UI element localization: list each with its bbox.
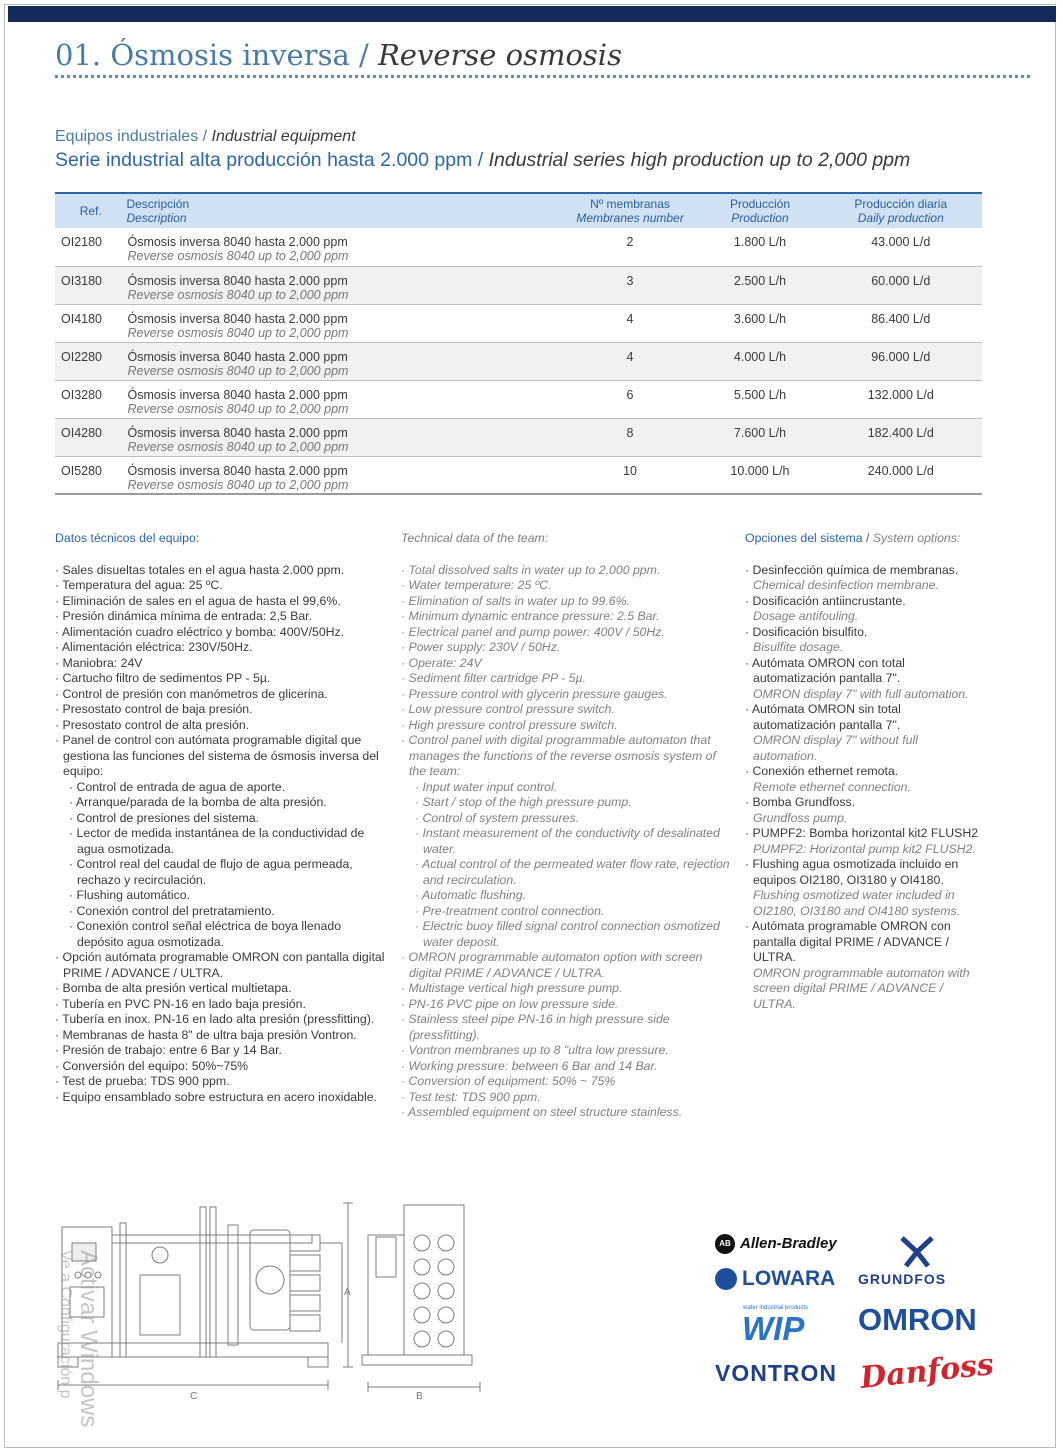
list-item: · Multistage vertical high pressure pump.	[401, 981, 623, 995]
cell-daily-production: 132.000 L/d	[820, 380, 982, 418]
cell-production: 1.800 L/h	[700, 228, 819, 266]
series-heading: Serie industrial alta producción hasta 2.000 ppm / Industrial series high production up to 2,000 ppm	[55, 149, 911, 171]
cell-membranes: 3	[560, 266, 701, 304]
list-item: · Eliminación de sales en el agua de hasta el 99,6%.	[55, 593, 341, 608]
list-item: · Input water input control.	[415, 779, 558, 794]
cell-production: 10.000 L/h	[700, 456, 819, 494]
list-item: · Maniobra: 24V	[55, 655, 143, 670]
list-item: · Stainless steel pipe PN-16 in high pressure side (pressfitting).	[401, 1012, 670, 1042]
cell-description: Ósmosis inversa 8040 hasta 2.000 ppm Reverse osmosis 8040 up to 2,000 ppm	[126, 380, 559, 418]
cell-ref: OI2180	[55, 228, 126, 266]
option-item-translation: Remote ethernet connection.	[753, 779, 911, 794]
system-options	[745, 531, 985, 1012]
cell-membranes: 4	[560, 304, 701, 342]
option-item-translation: Bisulfite dosage.	[753, 640, 844, 654]
header-ref: Ref.	[55, 193, 126, 228]
table-row	[55, 266, 982, 304]
header-daily-production: Producción diaria Daily production	[820, 193, 982, 228]
list-item: · Flushing automático.	[69, 888, 190, 902]
option-item: · Dosificación antiincrustante.	[745, 593, 906, 608]
list-item: · Panel de control con autómata programable digital que gestiona las funciones del sistema de ósmosis inversa del equipo:	[55, 733, 379, 778]
cell-daily-production: 43.000 L/d	[820, 228, 982, 266]
cell-ref: OI3280	[55, 380, 126, 418]
table-header-row	[55, 193, 982, 228]
list-item: · Control real del caudal de flujo de agua permeada, rechazo y recirculación.	[69, 857, 353, 887]
list-item: · Conversión del equipo: 50%~75%	[55, 1058, 249, 1073]
list-item: · Total dissolved salts in water up to 2,000 ppm.	[401, 562, 661, 577]
option-item-translation: OMRON display 7" without full automation.	[753, 733, 918, 763]
grundfos-logo: GRUNDFOS	[858, 1271, 947, 1287]
list-item: · Power supply: 230V / 50Hz.	[401, 640, 561, 654]
omron-logo: OMRON	[858, 1302, 977, 1337]
option-item-translation: Dosage antifouling.	[753, 609, 859, 623]
option-item: · Desinfección química de membranas.	[745, 562, 959, 577]
list-item: · Conexión control señal eléctrica de boya llenado depósito agua osmotizada.	[69, 919, 342, 949]
option-item: · Conexión ethernet remota.	[745, 764, 899, 778]
category-heading: Equipos industriales / Industrial equipment	[55, 128, 356, 145]
list-item: · Presostato control de baja presión.	[55, 702, 253, 716]
product-table	[55, 192, 982, 495]
list-item: · Test de prueba: TDS 900 ppm.	[55, 1074, 230, 1088]
list-item: · Alimentación cuadro eléctrico y bomba: 400V/50Hz.	[55, 624, 345, 639]
list-item: · Control of system pressures.	[415, 810, 580, 825]
option-item-translation: Grundfoss pump.	[753, 810, 848, 825]
list-item: · Minimum dynamic entrance pressure: 2.5 Bar.	[401, 609, 660, 623]
option-item-translation: Flushing osmotized water included in OI2180, OI3180 and OI4180 systems.	[753, 888, 961, 918]
list-item: · Instant measurement of the conductivity of desalinated water.	[415, 826, 720, 856]
top-bar	[8, 6, 1056, 22]
list-item: · Electric buoy filled signal control connection osmotized water deposit.	[415, 919, 720, 949]
table-row	[55, 380, 982, 418]
list-item: · Sales disueltas totales en el agua hasta 2.000 ppm.	[55, 562, 345, 577]
allen-bradley-logo: AB Allen-Bradley	[715, 1234, 837, 1254]
list-item: · OMRON programmable automaton option with screen digital PRIME / ADVANCE / ULTRA.	[401, 950, 703, 980]
option-item: · Bomba Grundfoss.	[745, 795, 856, 809]
option-item: · PUMPF2: Bomba horizontal kit2 FLUSH2	[745, 826, 979, 840]
system-options-title: Opciones del sistema / System options:	[745, 531, 961, 545]
grundfos-mark-icon	[898, 1236, 936, 1268]
list-item: · Water temperature: 25 ºC.	[401, 578, 552, 592]
list-item: · Pressure control with glycerin pressure gauges.	[401, 686, 668, 701]
cell-ref: OI5280	[55, 456, 126, 494]
list-item: · Sediment filter cartridge PP - 5µ.	[401, 671, 586, 685]
list-item: · Control de presión con manómetros de glicerina.	[55, 686, 328, 701]
title-dotted-rule	[55, 75, 1030, 78]
list-item: · Presión de trabajo: entre 6 Bar y 14 Bar.	[55, 1043, 282, 1057]
list-item: · Conexión control del pretratamiento.	[69, 903, 275, 918]
option-item: · Flushing agua osmotizada incluido en equipos OI2180, OI3180 y OI4180.	[745, 857, 959, 887]
cell-membranes: 4	[560, 342, 701, 380]
header-description: Descripción Description	[126, 193, 559, 228]
cell-membranes: 8	[560, 418, 701, 456]
tech-data-en	[401, 531, 731, 1121]
list-item: · Lector de medida instantánea de la conductividad de agua osmotizada.	[69, 826, 365, 856]
list-item: · Working pressure: between 6 Bar and 14 Bar.	[401, 1058, 658, 1073]
danfoss-logo: Danfoss	[858, 1347, 996, 1396]
list-item: · Elimination of salts in water up to 99.6%.	[401, 593, 630, 608]
table-row	[55, 228, 982, 266]
cell-daily-production: 60.000 L/d	[820, 266, 982, 304]
cell-membranes: 10	[560, 456, 701, 494]
list-item: · Temperatura del agua: 25 ºC.	[55, 578, 223, 592]
list-item: · Test test: TDS 900 ppm.	[401, 1089, 541, 1104]
list-item: · Arranque/parada de la bomba de alta presión.	[69, 795, 327, 809]
cell-ref: OI4180	[55, 304, 126, 342]
table-row	[55, 342, 982, 380]
list-item: · High pressure control pressure switch.	[401, 717, 618, 732]
list-item: · Tubería en inox. PN-16 en lado alta presión (pressfitting).	[55, 1012, 375, 1026]
header-production: Producción Production	[700, 193, 819, 228]
dimension-b-label: B	[416, 1391, 423, 1402]
list-item: · Actual control of the permeated water flow rate, rejection and recirculation.	[415, 857, 730, 887]
list-item: · Electrical panel and pump power: 400V / 50Hz.	[401, 624, 665, 639]
list-item: · Automatic flushing.	[415, 888, 526, 902]
wip-tagline: water industrial products	[743, 1305, 809, 1311]
cell-production: 4.000 L/h	[700, 342, 819, 380]
cell-ref: OI4280	[55, 418, 126, 456]
header-membranes: Nº membranas Membranes number	[560, 193, 701, 228]
table-row	[55, 456, 982, 494]
os-activation-watermark: Activar Windows Ve a Configuración p	[57, 1250, 102, 1428]
option-item-translation: PUMPF2: Horizontal pump kit2 FLUSH2.	[753, 841, 976, 856]
cell-ref: OI3180	[55, 266, 126, 304]
lowara-globe-icon	[715, 1268, 737, 1290]
cell-description: Ósmosis inversa 8040 hasta 2.000 ppm Reverse osmosis 8040 up to 2,000 ppm	[126, 228, 559, 266]
list-item: · Pre-treatment control connection.	[415, 903, 605, 918]
cell-daily-production: 240.000 L/d	[820, 456, 982, 494]
cell-description: Ósmosis inversa 8040 hasta 2.000 ppm Reverse osmosis 8040 up to 2,000 ppm	[126, 418, 559, 456]
list-item: · Start / stop of the high pressure pump.	[415, 795, 632, 809]
cell-daily-production: 182.400 L/d	[820, 418, 982, 456]
list-item: · PN-16 PVC pipe on low pressure side.	[401, 996, 619, 1011]
list-item: · Equipo ensamblado sobre estructura en acero inoxidable.	[55, 1089, 377, 1104]
cell-description: Ósmosis inversa 8040 hasta 2.000 ppm Reverse osmosis 8040 up to 2,000 ppm	[126, 342, 559, 380]
option-item-translation: OMRON programmable automaton with screen digital PRIME / ADVANCE / ULTRA.	[753, 965, 970, 1011]
dimension-a-label: A	[344, 1287, 351, 1298]
dimension-c-label: C	[190, 1391, 198, 1402]
cell-description: Ósmosis inversa 8040 hasta 2.000 ppm Reverse osmosis 8040 up to 2,000 ppm	[126, 266, 559, 304]
option-item-translation: Chemical desinfection membrane.	[753, 578, 939, 592]
list-item: · Control de entrada de agua de aporte.	[69, 779, 286, 794]
list-item: · Conversion of equipment: 50% ~ 75%	[401, 1074, 616, 1088]
option-item: · Autómata OMRON con total automatización pantalla 7".	[745, 655, 905, 685]
tech-data-es-title: Datos técnicos del equipo:	[55, 531, 200, 545]
cell-membranes: 6	[560, 380, 701, 418]
list-item: · Vontron membranes up to 8 "ultra low pressure.	[401, 1043, 669, 1057]
page-title: 01. Ósmosis inversa / Reverse osmosis	[55, 38, 622, 72]
list-item: · Control de presiones del sistema.	[69, 810, 260, 825]
list-item: · Tubería en PVC PN-16 en lado baja presión.	[55, 996, 306, 1011]
list-item: · Assembled equipment on steel structure stainless.	[401, 1105, 683, 1119]
list-item: · Operate: 24V	[401, 655, 482, 670]
cell-membranes: 2	[560, 228, 701, 266]
list-item: · Low pressure control pressure switch.	[401, 702, 615, 716]
list-item: · Presión dinámica mínima de entrada: 2,5 Bar.	[55, 609, 312, 623]
lowara-logo: LOWARA	[715, 1267, 835, 1291]
list-item: · Presostato control de alta presión.	[55, 717, 250, 732]
cell-ref: OI2280	[55, 342, 126, 380]
list-item: · Bomba de alta presión vertical multietapa.	[55, 981, 292, 995]
option-item-translation: OMRON display 7" with full automation.	[753, 686, 969, 701]
option-item: · Autómata programable OMRON con pantalla digital PRIME / ADVANCE / ULTRA.	[745, 919, 951, 964]
cell-daily-production: 96.000 L/d	[820, 342, 982, 380]
cell-production: 2.500 L/h	[700, 266, 819, 304]
vontron-logo: VONTRON	[715, 1360, 837, 1386]
cell-production: 7.600 L/h	[700, 418, 819, 456]
list-item: · Alimentación eléctrica: 230V/50Hz.	[55, 640, 253, 654]
table-row	[55, 304, 982, 342]
list-item: · Opción autómata programable OMRON con pantalla digital PRIME / ADVANCE / ULTRA.	[55, 950, 385, 980]
cell-description: Ósmosis inversa 8040 hasta 2.000 ppm Reverse osmosis 8040 up to 2,000 ppm	[126, 304, 559, 342]
cell-production: 3.600 L/h	[700, 304, 819, 342]
option-item: · Autómata OMRON sin total automatización pantalla 7".	[745, 702, 901, 732]
wip-logo: WIP	[742, 1310, 805, 1347]
option-item: · Dosificación bisulfito.	[745, 624, 868, 639]
ab-badge-icon: AB	[715, 1234, 735, 1254]
cell-daily-production: 86.400 L/d	[820, 304, 982, 342]
cell-description: Ósmosis inversa 8040 hasta 2.000 ppm Reverse osmosis 8040 up to 2,000 ppm	[126, 456, 559, 494]
list-item: · Cartucho filtro de sedimentos PP - 5µ.	[55, 671, 271, 685]
list-item: · Membranas de hasta 8" de ultra baja presión Vontron.	[55, 1027, 357, 1042]
table-row	[55, 418, 982, 456]
cell-production: 5.500 L/h	[700, 380, 819, 418]
tech-data-es	[55, 531, 390, 1105]
list-item: · Control panel with digital programmable automaton that manages the functions of the reverse osmosis system of the team:	[401, 733, 716, 778]
tech-data-en-title: Technical data of the team:	[401, 531, 549, 545]
